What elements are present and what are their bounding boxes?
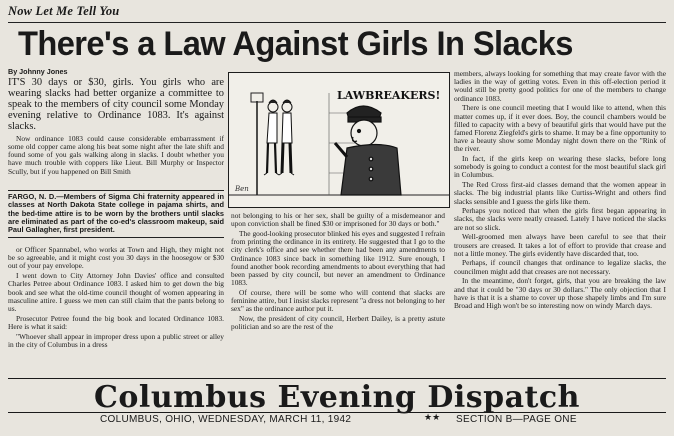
paragraph: Perhaps, if council changes that ordinance to legalize slacks, the councilmen might add that creases are not necessary.	[454, 258, 666, 276]
top-rule	[8, 22, 666, 23]
column-1-upper	[8, 68, 224, 188]
paragraph: Of course, there will be some who will contend that slacks are feminine attire, but I insist slacks represent "a dress not belonging to her sex" as the ordinance author put it.	[231, 287, 445, 314]
paragraph: I went down to City Attorney John Davies' office and consulted Charles Petree about Ordinance 1083. I asked him to get down the big book and see what the old-time council thought of women appearing in masculine attire. I guess we men can still claim that the pants belong to us.	[8, 271, 224, 313]
paragraph: Now ordinance 1083 could cause considerable embarrassment if some old copper came along his beat some night after the late shift and found some of you gals walking along in slacks. I doubt whether you have much trouble with coppers like Lieut. Bill Murphy or Inspector Scully, but if you happened on Bill Smith	[8, 133, 224, 176]
newspaper-masthead: Columbus Evening Dispatch	[94, 380, 580, 415]
paragraph: Well-groomed men always have been careful to see that their trousers are creased. It takes a lot of effort to provide that crease and not a little money. The girls evidently have discarded that, too.	[454, 232, 666, 258]
paragraph: Perhaps you noticed that when the girls first began appearing in slacks, the slacks were neatly creased. Lately I have noticed the slacks are not so slick.	[454, 206, 666, 232]
paragraph: Prosecutor Petree found the big book and located Ordinance 1083. Here is what it said:	[8, 313, 224, 331]
boxed-news-note: FARGO, N. D.—Members of Sigma Chi fraternity appeared in classes at North Dakota State college in pajama shirts, and the bed-time attire is to be worn by the brothers until slacks are eliminated as part of the co-ed's classroom makeup, said Paul Gallagher, first president.	[8, 190, 224, 238]
cartoon-caption: LAWBREAKERS!	[337, 89, 441, 102]
paragraph: "Whoever shall appear in improper dress upon a public street or alley in the city of Columbus in a dress	[8, 331, 224, 349]
paragraph: not belonging to his or her sex, shall be guilty of a misdemeanor and upon conviction shall be fined $30 or imprisoned for 30 days or both."	[231, 212, 445, 229]
paragraph: In the meantime, don't forget, girls, that you are breaking the law and that it could be "30 days or 30 dollars." The only objection that I have is that it is a shame to cover up those shapely limbs and I'm sure Broad and High won't be so interesting now on windy March days.	[454, 276, 666, 310]
masthead-rule-bottom	[8, 412, 666, 413]
paragraph: Now, the president of city council, Herbert Dailey, is a pretty astute politician and so are the rest of the	[231, 313, 445, 332]
headline: There's a Law Against Girls In Slacks	[18, 25, 573, 63]
column-3	[454, 70, 666, 372]
lead-paragraph: IT'S 30 days or $30, girls. You girls who are wearing slacks had better organize a committee to speak to the members of city council some Monday evening relative to Ordinance 1083. It's against slacks.	[8, 77, 224, 132]
section-page-label: SECTION B—PAGE ONE	[456, 414, 577, 425]
edition-stars: ★★	[424, 413, 441, 423]
paragraph: The good-looking prosecutor blinked his eyes and suggested I refrain from printing the ordinance in its entirety. He suggested that I go to the city clerk's office and see whether there had been any amendments to Ordinance 1083 since back in something like 1912. Sure enough, I found another book recording amendments to about everything that had been passed by city council, but never an amendment to Ordinance 1083.	[231, 228, 445, 288]
column-1-lower	[8, 246, 224, 372]
cartoon-drawing	[229, 73, 449, 207]
cartoon-signature: Ben	[235, 185, 249, 193]
column-kicker: Now Let Me Tell You	[8, 4, 120, 18]
paragraph: The Red Cross first-aid classes demand that the women appear in slacks. The big industrial plants like Curtiss-Wright and others find slacks sensible and I guess the girls like them.	[454, 180, 666, 206]
paragraph: or Officer Spannabel, who works at Town and High, they might not be so agreeable, and it might cost you 30 days in the hoosegow or $30 out of your pay envelope.	[8, 246, 224, 271]
paragraph: There is one council meeting that I would like to attend, when this matter comes up, if it ever does. Boy, the council chambers would be filled to capacity with a bevy of beautiful girls that would have put the famed Florenz Ziegfeld's girls to shame. It may be a fine opportunity to have a beauty show some Monday night down there on the "Rink of the river.	[454, 103, 666, 154]
dateline: COLUMBUS, OHIO, WEDNESDAY, MARCH 11, 1942	[100, 414, 352, 425]
byline: By Johnny Jones	[8, 68, 68, 76]
paragraph: In fact, if the girls keep on wearing these slacks, before long somebody is going to conduct a contest for the most beautiful slack girl in Columbus.	[454, 154, 666, 180]
paragraph: members, always looking for something that may create favor with the ladies in the way of getting votes. Even in this off-election period it would still be pretty good politics for one of the members to change ordinance 1083.	[454, 70, 666, 103]
column-2	[231, 212, 445, 372]
editorial-cartoon	[228, 72, 450, 208]
